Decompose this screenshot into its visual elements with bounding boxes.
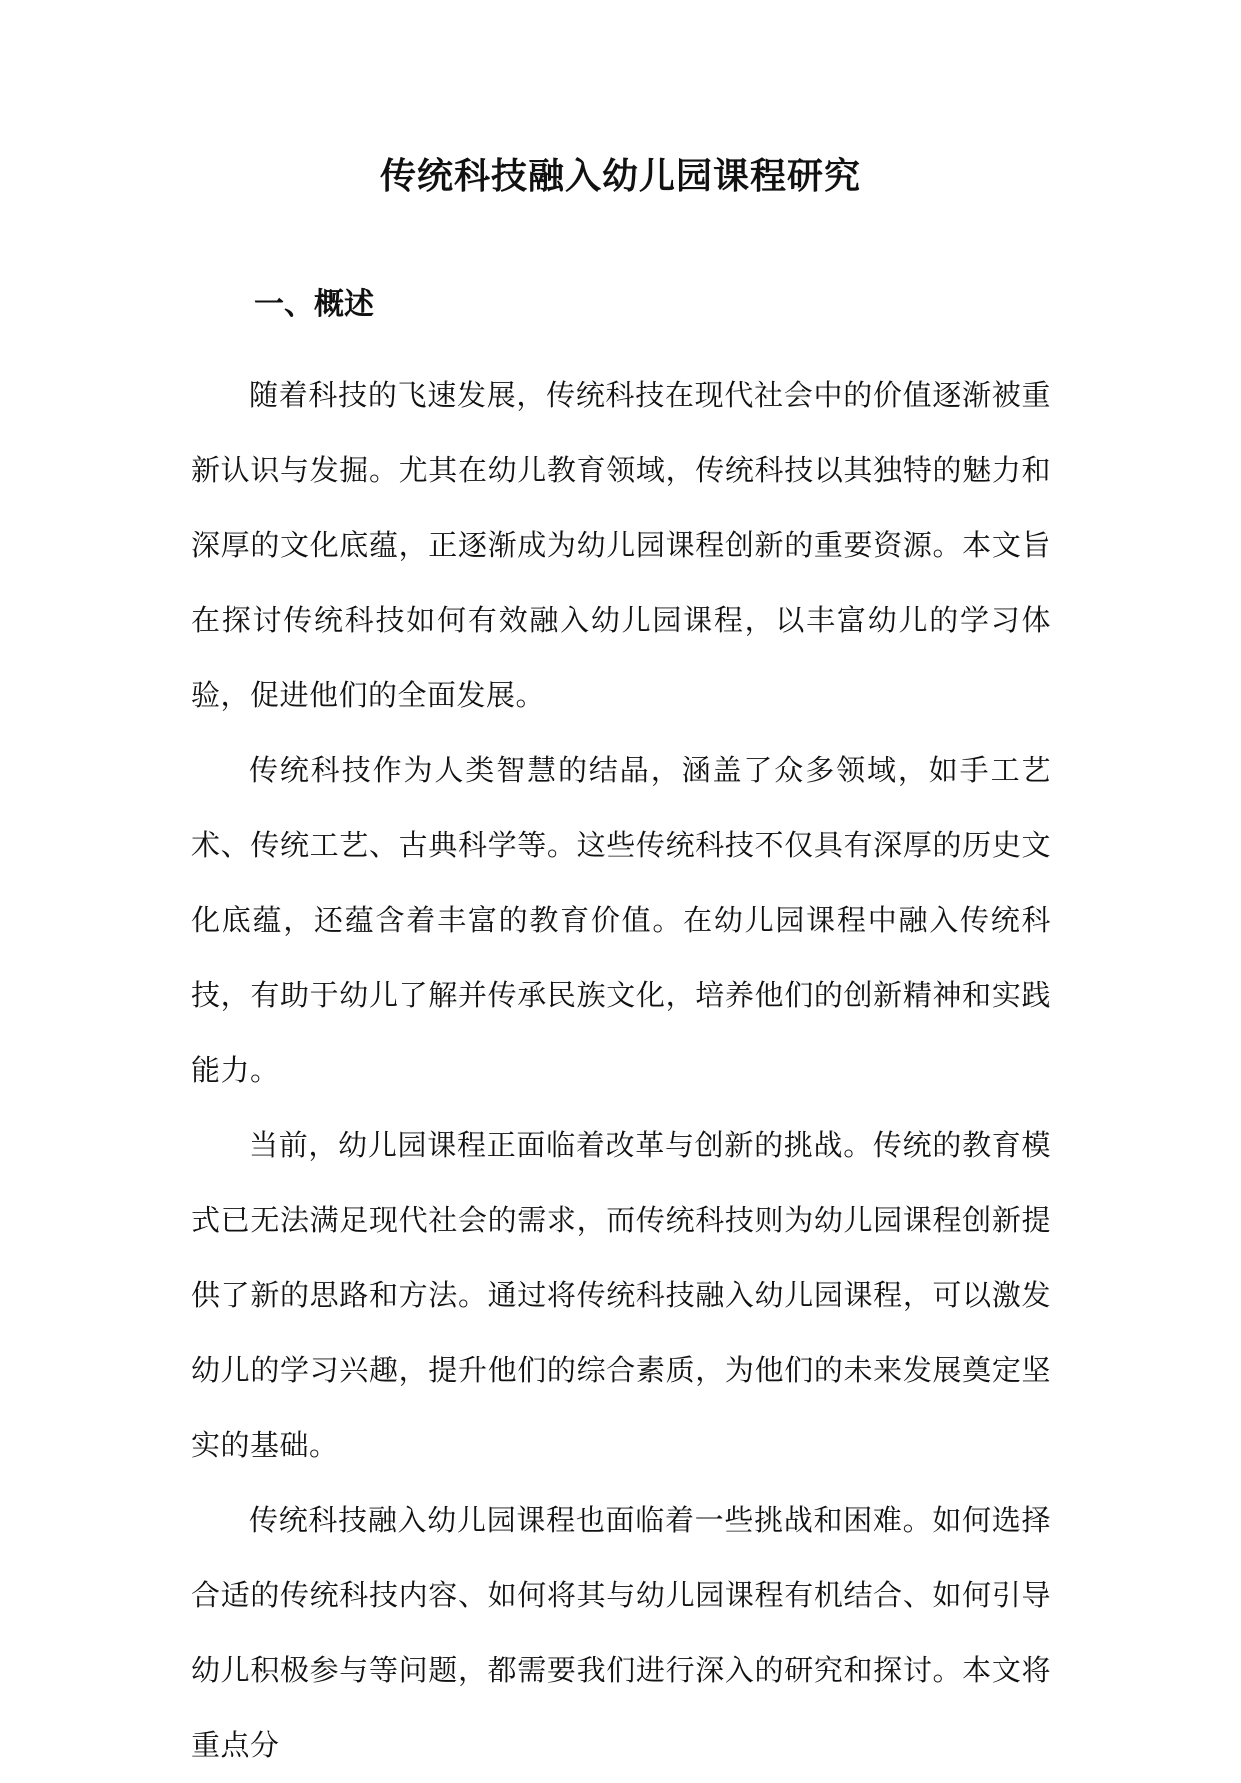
- body-text: [191, 358, 1051, 1783]
- section-heading: 一、概述: [254, 287, 374, 322]
- paragraph: 当前，幼儿园课程正面临着改革与创新的挑战。传统的教育模式已无法满足现代社会的需求，而传统科技则为幼儿园课程创新提供了新的思路和方法。通过将传统科技融入幼儿园课程，可以激发幼儿的学习兴趣，提升他们的综合素质，为他们的未来发展奠定坚实的基础。: [191, 1128, 1051, 1462]
- paragraph: 传统科技融入幼儿园课程也面临着一些挑战和困难。如何选择合适的传统科技内容、如何将其与幼儿园课程有机结合、如何引导幼儿积极参与等问题，都需要我们进行深入的研究和探讨。本文将重点分: [191, 1503, 1051, 1762]
- paragraph: 随着科技的飞速发展，传统科技在现代社会中的价值逐渐被重新认识与发掘。尤其在幼儿教育领域，传统科技以其独特的魅力和深厚的文化底蕴，正逐渐成为幼儿园课程创新的重要资源。本文旨在探讨传统科技如何有效融入幼儿园课程，以丰富幼儿的学习体验，促进他们的全面发展。: [191, 378, 1051, 712]
- paragraph: 传统科技作为人类智慧的结晶，涵盖了众多领域，如手工艺术、传统工艺、古典科学等。这些传统科技不仅具有深厚的历史文化底蕴，还蕴含着丰富的教育价值。在幼儿园课程中融入传统科技，有助于幼儿了解并传承民族文化，培养他们的创新精神和实践能力。: [191, 753, 1051, 1087]
- document-title: 传统科技融入幼儿园课程研究: [379, 155, 861, 197]
